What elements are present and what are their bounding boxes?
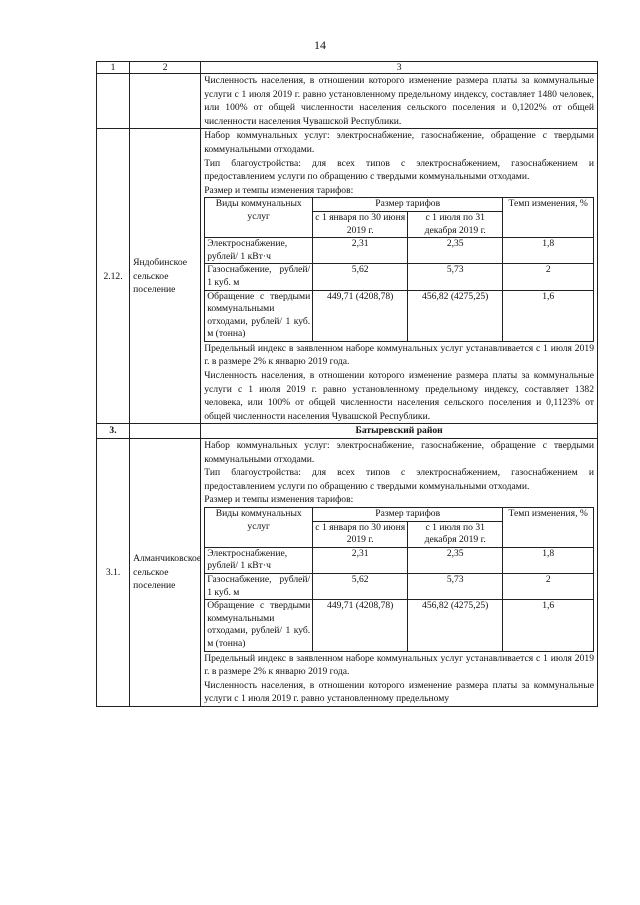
tariff-table xyxy=(204,197,594,342)
settlement-name: Яндобинское сельское поселение xyxy=(130,129,201,424)
continuation-text xyxy=(201,74,598,129)
settlement-details xyxy=(201,129,598,424)
row-number: 3.1. xyxy=(97,439,130,707)
tariff-rate: 1,6 xyxy=(503,600,594,651)
population-paragraph: Численность населения, в отношении которого изменение размера платы за коммунальные услуги с 1 июля 2019 г. равно установленному предельному индексу, составляет 1382 человека, или 100% от общей численности населения сельского поселения и 0,1123% от общей численности населения Чувашской Республики. xyxy=(204,370,594,422)
tariff-header-rate: Темп изменения, % xyxy=(503,508,594,548)
tariff-table xyxy=(204,507,594,652)
tariff-value-1: 2,31 xyxy=(313,238,408,264)
tariff-header-size: Размер тарифов xyxy=(313,508,503,522)
tariff-value-2: 456,82 (4275,25) xyxy=(408,600,503,651)
section-number: 3. xyxy=(97,424,130,439)
improvement-paragraph: Тип благоустройства: для всех типов с электроснабжением, газоснабжением и предоставлением услуги по обращению с твердыми коммунальными отходами. xyxy=(204,157,594,183)
tariff-value-1: 2,31 xyxy=(313,547,408,573)
tariff-service: Электроснабжение, рублей/ 1 кВт·ч xyxy=(205,238,313,264)
tariff-row xyxy=(205,264,594,290)
tariff-header-rate: Темп изменения, % xyxy=(503,198,594,238)
column-header-row xyxy=(97,62,598,74)
tariff-row xyxy=(205,547,594,573)
tariff-service: Газоснабжение, рублей/ 1 куб. м xyxy=(205,264,313,290)
tariff-row xyxy=(205,600,594,651)
column-header-3: 3 xyxy=(201,62,598,74)
tariff-rate: 1,6 xyxy=(503,290,594,341)
tariff-rate: 1,8 xyxy=(503,238,594,264)
tariff-document-table xyxy=(96,61,598,707)
tariff-value-2: 2,35 xyxy=(408,547,503,573)
tariff-header-period1: с 1 января по 30 июня 2019 г. xyxy=(313,521,408,547)
tariff-value-2: 5,73 xyxy=(408,264,503,290)
tariff-value-1: 449,71 (4208,78) xyxy=(313,290,408,341)
improvement-paragraph: Тип благоустройства: для всех типов с электроснабжением, газоснабжением и предоставлением услуги по обращению с твердыми коммунальными отходами. xyxy=(204,467,594,492)
population-paragraph-prev: Численность населения, в отношении которого изменение размера платы за коммунальные услуги с 1 июля 2019 г. равно установленному предельному индексу, составляет 1480 человек, или 100% от общей численности населения сельского поселения и 0,1202% от общей численности населения Чувашской Республики. xyxy=(204,75,594,127)
tariff-header-size: Размер тарифов xyxy=(313,198,503,212)
limit-index-paragraph: Предельный индекс в заявленном наборе коммунальных услуг устанавливается с 1 июля 2019 г. в размере 2% к январю 2019 года. xyxy=(204,342,594,368)
population-paragraph: Численность населения, в отношении которого изменение размера платы за коммунальные услуги с 1 июля 2019 г. равно установленному предельному xyxy=(204,679,594,705)
row-3-1 xyxy=(97,439,598,707)
column-header-2: 2 xyxy=(130,62,201,74)
tariff-header-period2: с 1 июля по 31 декабря 2019 г. xyxy=(408,521,503,547)
section-row xyxy=(97,424,598,439)
tariff-title: Размер и темпы изменения тарифов: xyxy=(204,184,354,196)
column-header-1: 1 xyxy=(97,62,130,74)
tariff-header-period2: с 1 июля по 31 декабря 2019 г. xyxy=(408,211,503,237)
tariff-service: Газоснабжение, рублей/ 1 куб. м xyxy=(205,573,313,599)
continuation-row xyxy=(97,74,598,129)
row-2-12 xyxy=(97,129,598,424)
tariff-row xyxy=(205,290,594,341)
tariff-title: Размер и темпы изменения тарифов: xyxy=(204,494,354,506)
services-paragraph: Набор коммунальных услуг: электроснабжение, газоснабжение, обращение с твердыми коммунальными отходами. xyxy=(204,440,594,465)
tariff-row xyxy=(205,238,594,264)
tariff-header-kinds: Виды коммунальных услуг xyxy=(205,508,313,548)
services-paragraph: Набор коммунальных услуг: электроснабжение, газоснабжение, обращение с твердыми коммунальными отходами. xyxy=(204,130,594,155)
tariff-value-1: 5,62 xyxy=(313,264,408,290)
settlement-name: Алманчиковское сельское поселение xyxy=(130,439,201,707)
tariff-value-2: 2,35 xyxy=(408,238,503,264)
tariff-value-2: 5,73 xyxy=(408,573,503,599)
tariff-value-1: 449,71 (4208,78) xyxy=(313,600,408,651)
section-title: Батыревский район xyxy=(201,424,598,439)
tariff-value-2: 456,82 (4275,25) xyxy=(408,290,503,341)
tariff-row xyxy=(205,573,594,599)
tariff-value-1: 5,62 xyxy=(313,573,408,599)
tariff-service: Электроснабжение, рублей/ 1 кВт·ч xyxy=(205,547,313,573)
tariff-service: Обращение с твердыми коммунальными отходами, рублей/ 1 куб. м (тонна) xyxy=(205,290,313,341)
tariff-header-period1: с 1 января по 30 июня 2019 г. xyxy=(313,211,408,237)
tariff-header-kinds: Виды коммунальных услуг xyxy=(205,198,313,238)
tariff-rate: 2 xyxy=(503,264,594,290)
limit-index-paragraph: Предельный индекс в заявленном наборе коммунальных услуг устанавливается с 1 июля 2019 г. в размере 2% к январю 2019 года. xyxy=(204,652,594,678)
settlement-details xyxy=(201,439,598,707)
tariff-rate: 2 xyxy=(503,573,594,599)
tariff-rate: 1,8 xyxy=(503,547,594,573)
page-number: 14 xyxy=(314,38,326,52)
row-number: 2.12. xyxy=(97,129,130,424)
tariff-service: Обращение с твердыми коммунальными отходами, рублей/ 1 куб. м (тонна) xyxy=(205,600,313,651)
